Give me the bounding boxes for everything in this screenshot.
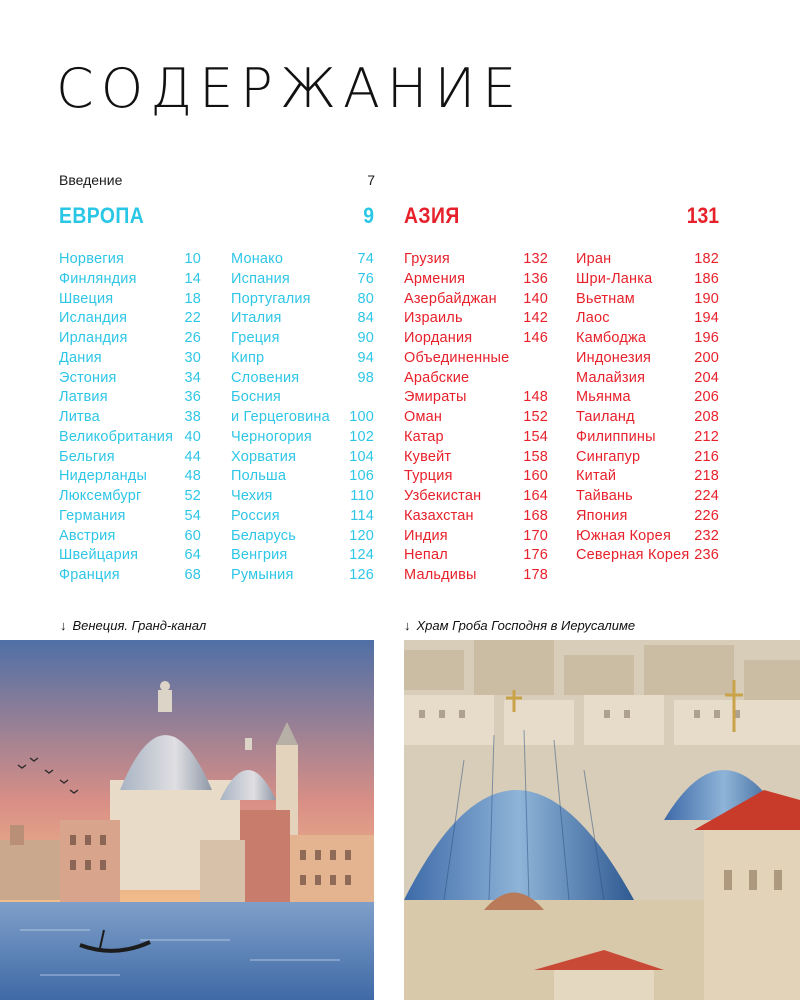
toc-entry-name: Оман — [404, 409, 443, 425]
toc-entry[interactable] — [404, 290, 548, 310]
toc-entry-page: 114 — [350, 507, 374, 524]
toc-entry-page: 110 — [350, 488, 374, 504]
toc-entry-page: 30 — [184, 349, 201, 366]
toc-entry-name: Италия — [231, 310, 282, 327]
toc-entry-page: 34 — [184, 369, 201, 386]
toc-entry-name: Россия — [231, 507, 280, 524]
toc-entry[interactable] — [231, 309, 374, 329]
toc-entry[interactable] — [576, 388, 719, 408]
toc-entry[interactable] — [59, 448, 201, 468]
toc-entry-page: 196 — [694, 330, 719, 346]
toc-entry[interactable] — [404, 428, 548, 448]
toc-entry-name: Польша — [231, 468, 287, 485]
toc-entry[interactable] — [576, 329, 719, 349]
toc-entry-page: 176 — [523, 547, 548, 564]
toc-entry[interactable] — [59, 507, 201, 527]
toc-entry[interactable] — [59, 487, 201, 507]
toc-entry-page: 104 — [349, 448, 374, 465]
toc-entry-name: Греция — [231, 330, 280, 346]
page-title: СОДЕРЖАНИЕ — [56, 57, 524, 120]
toc-entry[interactable] — [231, 270, 374, 290]
toc-entry-page: 64 — [184, 547, 201, 564]
toc-entry-page: 54 — [184, 507, 201, 524]
toc-entry[interactable] — [576, 527, 719, 547]
toc-entry[interactable] — [59, 290, 201, 310]
toc-entry-name: Индия — [404, 527, 448, 544]
toc-entry[interactable] — [231, 546, 374, 566]
toc-entry-name: Тайвань — [576, 488, 633, 504]
toc-entry[interactable] — [576, 349, 719, 369]
jerusalem-photo — [404, 640, 800, 1000]
toc-entry-name: Грузия — [404, 251, 450, 267]
toc-entry-name: Литва — [59, 409, 100, 425]
toc-entry-page: 68 — [184, 567, 201, 583]
toc-entry-page: 152 — [523, 409, 548, 425]
toc-entry[interactable] — [404, 507, 548, 527]
toc-entry-page: 90 — [357, 330, 374, 346]
asia-page-number: 131 — [686, 203, 720, 228]
toc-entry-page: 18 — [184, 290, 201, 307]
toc-entry-name: Кувейт — [404, 448, 452, 465]
toc-entry-name: Исландия — [59, 310, 128, 327]
toc-entry-name: Румыния — [231, 567, 294, 583]
toc-entry-page: 158 — [523, 448, 548, 465]
toc-entry-page: 140 — [523, 290, 548, 307]
toc-entry[interactable] — [59, 408, 201, 428]
toc-entry-name: Камбоджа — [576, 330, 647, 346]
toc-entry-page: 170 — [523, 527, 548, 544]
toc-entry-page: 124 — [349, 547, 374, 564]
toc-entry-name: Великобритания — [59, 428, 174, 445]
toc-entry[interactable] — [404, 448, 548, 468]
toc-entry-name: Люксембург — [59, 488, 142, 504]
toc-entry[interactable] — [404, 250, 548, 270]
toc-entry[interactable] — [576, 487, 719, 507]
toc-entry-page: 26 — [184, 330, 201, 346]
toc-entry-page: 190 — [694, 290, 719, 307]
toc-entry-page: 160 — [523, 468, 548, 485]
toc-entry-name: Швейцария — [59, 547, 139, 564]
toc-entry[interactable] — [59, 546, 201, 566]
toc-entry-name: Мальдивы — [404, 567, 477, 583]
toc-entry-name: Чехия — [231, 488, 273, 504]
toc-entry-name: Франция — [59, 567, 120, 583]
toc-entry-name: Таиланд — [576, 409, 635, 425]
arrow-down-icon: ↓ — [60, 618, 67, 633]
toc-entry-page: 120 — [349, 527, 374, 544]
toc-entry-name: Нидерланды — [59, 468, 148, 485]
toc-entry-page: 10 — [184, 251, 201, 267]
toc-entry-name: Армения — [404, 270, 466, 287]
toc-entry[interactable] — [59, 270, 201, 290]
toc-entry-name: Филиппины — [576, 428, 656, 445]
toc-entry-name: Словения — [231, 369, 300, 386]
toc-entry-page: 164 — [523, 488, 548, 504]
toc-entry-name: Норвегия — [59, 251, 125, 267]
toc-entry[interactable] — [404, 270, 548, 290]
toc-entry[interactable] — [576, 428, 719, 448]
toc-entry-page: 136 — [523, 270, 548, 287]
toc-entry[interactable] — [404, 487, 548, 507]
toc-entry[interactable] — [404, 566, 548, 586]
toc-entry[interactable] — [404, 467, 548, 487]
jerusalem-caption-text: Храм Гроба Господня в Иерусалиме — [416, 618, 636, 633]
section-heading-europe[interactable] — [59, 203, 374, 235]
toc-entry[interactable] — [59, 467, 201, 487]
toc-entry-page: 74 — [357, 251, 374, 267]
toc-entry-name: Сингапур — [576, 448, 641, 465]
toc-entry-page: 182 — [694, 251, 719, 267]
toc-entry-name: Арабские — [404, 369, 470, 386]
toc-entry-name: Объединенные — [404, 349, 510, 366]
toc-entry-name: Китай — [576, 468, 617, 485]
toc-entry-page: 212 — [694, 428, 719, 445]
toc-entry-page: 100 — [349, 409, 374, 425]
toc-entry[interactable] — [576, 290, 719, 310]
toc-entry-page: 22 — [184, 310, 201, 327]
toc-entry-name: Дания — [59, 349, 102, 366]
toc-entry-name: Иран — [576, 251, 612, 267]
toc-entry-name: Финляндия — [59, 270, 137, 287]
toc-entry[interactable] — [404, 527, 548, 547]
toc-entry-page: 232 — [694, 527, 719, 544]
toc-entry[interactable] — [231, 369, 374, 389]
toc-entry-page: 142 — [523, 310, 548, 327]
toc-entry[interactable] — [404, 408, 548, 428]
toc-entry-page: 102 — [349, 428, 374, 445]
toc-entry[interactable] — [404, 329, 548, 349]
venice-photo — [0, 640, 374, 1000]
toc-entry[interactable] — [576, 507, 719, 527]
venice-caption-text: Венеция. Гранд-канал — [72, 618, 207, 633]
toc-entry[interactable] — [404, 546, 548, 566]
toc-entry-page: 148 — [523, 389, 548, 406]
toc-entry-name: Ирландия — [59, 330, 128, 346]
toc-entry[interactable] — [231, 428, 374, 448]
toc-entry[interactable] — [576, 309, 719, 329]
toc-entry-name: Беларусь — [231, 527, 297, 544]
toc-entry-name: Монако — [231, 251, 284, 267]
toc-entry-page: 208 — [694, 409, 719, 425]
toc-entry-name: Кипр — [231, 349, 265, 366]
toc-entry-name: Малайзия — [576, 369, 646, 386]
toc-entry-page: 216 — [694, 448, 719, 465]
toc-entry-name: Латвия — [59, 389, 108, 406]
toc-entry-name: Непал — [404, 547, 448, 564]
jerusalem-caption — [404, 618, 635, 633]
toc-entry[interactable] — [231, 250, 374, 270]
toc-entry-name: Испания — [231, 270, 290, 287]
toc-entry-name: Катар — [404, 428, 444, 445]
toc-entry[interactable] — [231, 487, 374, 507]
toc-entry-page: 80 — [357, 290, 374, 307]
toc-entry[interactable] — [231, 408, 374, 428]
toc-entry-name: Северная Корея — [576, 547, 690, 564]
toc-entry-name: и Герцеговина — [231, 409, 330, 425]
toc-entry-name: Эмираты — [404, 389, 467, 406]
toc-entry-page: 44 — [184, 448, 201, 465]
toc-entry[interactable] — [59, 250, 201, 270]
toc-entry-name: Южная Корея — [576, 527, 671, 544]
toc-entry-name: Лаос — [576, 310, 610, 327]
toc-entry-name: Венгрия — [231, 547, 288, 564]
toc-entry-page: 132 — [523, 251, 548, 267]
toc-entry-name: Черногория — [231, 428, 312, 445]
toc-entry-page: 36 — [184, 389, 201, 406]
toc-entry-page: 206 — [694, 389, 719, 406]
toc-entry[interactable] — [231, 290, 374, 310]
toc-entry-page: 84 — [357, 310, 374, 327]
toc-entry[interactable] — [576, 467, 719, 487]
toc-entry-name: Иордания — [404, 330, 473, 346]
toc-entry[interactable] — [231, 329, 374, 349]
toc-entry[interactable] — [231, 349, 374, 369]
toc-entry-name: Казахстан — [404, 507, 474, 524]
toc-entry-page: 218 — [694, 468, 719, 485]
toc-entry-name: Португалия — [231, 290, 311, 307]
toc-entry-name: Шри-Ланка — [576, 270, 653, 287]
toc-entry[interactable] — [576, 369, 719, 389]
toc-entry-name: Израиль — [404, 310, 463, 327]
europe-page-number: 9 — [363, 203, 375, 228]
toc-entry-page: 14 — [184, 270, 201, 287]
toc-entry-page: 178 — [523, 567, 548, 583]
toc-entry-name: Индонезия — [576, 349, 652, 366]
toc-entry[interactable] — [576, 408, 719, 428]
toc-entry-page: 224 — [694, 488, 719, 504]
toc-entry[interactable] — [576, 546, 719, 566]
toc-entry[interactable] — [404, 369, 548, 389]
toc-entry-page: 48 — [184, 468, 201, 485]
toc-entry-name: Вьетнам — [576, 290, 635, 307]
toc-entry-page: 200 — [694, 349, 719, 366]
europe-list-col-2 — [231, 250, 374, 586]
toc-entry-name: Босния — [231, 389, 281, 406]
toc-entry-name: Азербайджан — [404, 290, 497, 307]
europe-label: ЕВРОПА — [59, 203, 145, 228]
toc-entry-page: 126 — [349, 567, 374, 583]
toc-entry[interactable] — [59, 369, 201, 389]
toc-entry[interactable] — [576, 250, 719, 270]
toc-entry-page: 236 — [694, 547, 719, 564]
toc-entry-page: 154 — [523, 428, 548, 445]
toc-entry-page: 60 — [184, 527, 201, 544]
toc-entry-page: 40 — [184, 428, 201, 445]
toc-entry[interactable] — [231, 566, 374, 586]
toc-entry-name: Германия — [59, 507, 126, 524]
toc-entry-name: Мьянма — [576, 389, 631, 406]
asia-list-col-2 — [576, 250, 719, 566]
toc-entry[interactable] — [404, 388, 548, 408]
toc-entry[interactable] — [59, 527, 201, 547]
intro-label: Введение — [59, 172, 123, 188]
toc-entry-page: 186 — [694, 270, 719, 287]
toc-entry[interactable] — [576, 448, 719, 468]
toc-entry[interactable] — [59, 566, 201, 586]
toc-entry-name: Бельгия — [59, 448, 115, 465]
toc-entry-page: 52 — [184, 488, 201, 504]
toc-entry[interactable] — [231, 388, 374, 408]
toc-entry[interactable] — [231, 527, 374, 547]
toc-entry[interactable] — [231, 467, 374, 487]
toc-entry-name: Япония — [576, 507, 628, 524]
toc-entry[interactable] — [59, 388, 201, 408]
toc-entry-name: Узбекистан — [404, 488, 482, 504]
toc-entry-page: 94 — [357, 349, 374, 366]
toc-entry[interactable] — [404, 349, 548, 369]
asia-label: АЗИЯ — [404, 203, 460, 228]
toc-entry[interactable] — [59, 428, 201, 448]
toc-entry-page: 204 — [694, 369, 719, 386]
toc-entry-page: 168 — [523, 507, 548, 524]
toc-entry-page: 38 — [184, 409, 201, 425]
toc-entry-page: 146 — [523, 330, 548, 346]
toc-entry[interactable] — [576, 270, 719, 290]
toc-entry-name: Хорватия — [231, 448, 297, 465]
section-heading-asia[interactable] — [404, 203, 719, 235]
toc-entry[interactable] — [404, 309, 548, 329]
toc-entry-name: Эстония — [59, 369, 117, 386]
toc-entry-page: 226 — [694, 507, 719, 524]
toc-entry-page: 98 — [357, 369, 374, 386]
toc-entry-page: 194 — [694, 310, 719, 327]
toc-entry-name: Австрия — [59, 527, 116, 544]
toc-entry[interactable] — [59, 349, 201, 369]
toc-entry-name: Турция — [404, 468, 453, 485]
toc-entry-introduction[interactable] — [59, 172, 375, 192]
asia-list-col-1 — [404, 250, 548, 586]
toc-entry[interactable] — [231, 507, 374, 527]
toc-entry[interactable] — [59, 329, 201, 349]
toc-entry[interactable] — [231, 448, 374, 468]
toc-entry-page: 76 — [357, 270, 374, 287]
venice-caption — [60, 618, 206, 633]
europe-list-col-1 — [59, 250, 201, 586]
toc-entry[interactable] — [59, 309, 201, 329]
toc-entry-page: 106 — [349, 468, 374, 485]
intro-page-number: 7 — [367, 172, 375, 188]
arrow-down-icon: ↓ — [404, 618, 411, 633]
toc-entry-name: Швеция — [59, 290, 114, 307]
